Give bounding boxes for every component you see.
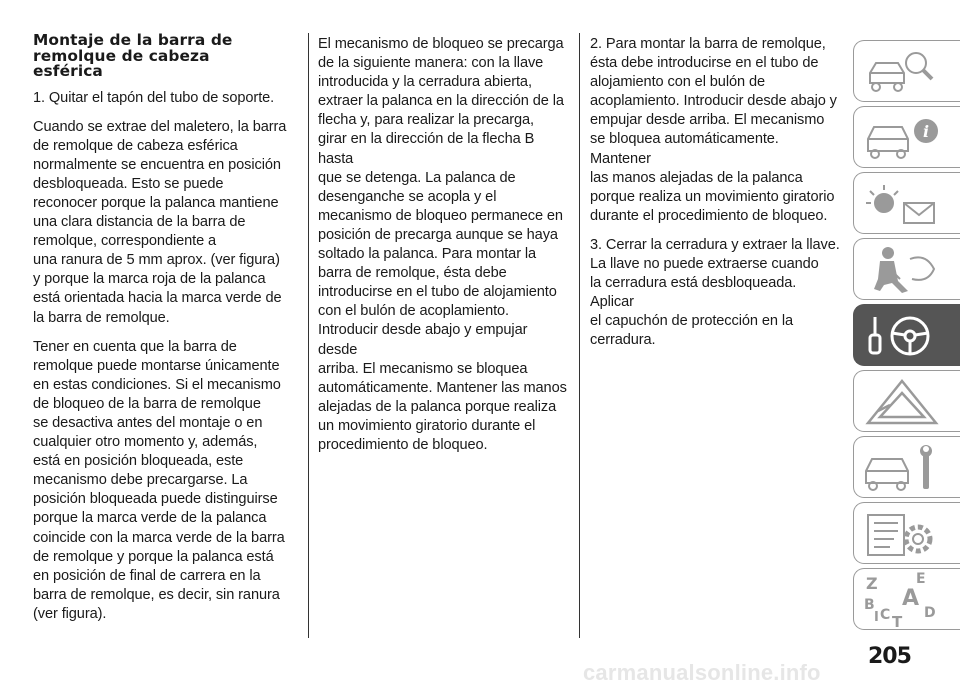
svg-text:i: i <box>922 122 930 141</box>
paragraph: Tener en cuenta que la barra de remolque puede montarse únicamente en estas condiciones. Si el mecanismo de bloqueo de la barra de remolque se desactiva antes del montaje o en cualquier otro momento y, además, está en posición bloqueada, este mecanismo debe precargarse. La posición bloqueada puede distinguirse porque la marca verde de la palanca coincide con la marca verde de la barra de remolque y porque la palanca está en posición de final de carrera en la barra de remolque, es decir, sin ranura (ver figura). <box>33 338 285 622</box>
alphabetical-index-icon <box>854 569 960 631</box>
seatbelt-airbag-icon <box>854 239 960 301</box>
tab-starting-driving[interactable] <box>853 304 960 366</box>
tab-seatbelt-airbag[interactable] <box>853 238 960 300</box>
index-letter: I <box>874 610 879 625</box>
specs-gear-icon <box>854 503 960 565</box>
car-wrench-icon <box>854 437 960 499</box>
paragraph: 3. Cerrar la cerradura y extraer la llave. La llave no puede extraerse cuando la cerradura está desbloqueada. Aplicar el capuchón de protección en la cerradura. <box>590 236 840 349</box>
index-letter: Z <box>866 574 878 593</box>
car-info-icon <box>854 107 960 169</box>
index-letter: B <box>864 597 875 613</box>
page-number: 205 <box>868 644 911 669</box>
column-divider <box>579 33 580 638</box>
tab-maintenance[interactable] <box>853 436 960 498</box>
section-heading: Montaje de la barra de remolque de cabeza esférica <box>33 31 233 80</box>
tab-technical-specs[interactable] <box>853 502 960 564</box>
paragraph: El mecanismo de bloqueo se precarga de la siguiente manera: con la llave introducida y la cerradura abierta, extraer la palanca en la dirección de la flecha y, para realizar la precarga, girar en la dirección de la flecha B hasta que se detenga. La palanca de desenganche se acopla y el mecanismo de bloqueo permanece en posición de precarga aunque se haya soltado la palanca. Para montar la barra de remolque, ésta debe introducirse en el tubo de alojamiento con el bulón de acoplamiento. Introducir desde abajo y empujar desde arriba. El mecanismo se bloquea automáticamente. Mantener las manos alejadas de la palanca porque realiza un movimiento giratorio durante el procedimiento de bloqueo. <box>318 36 567 453</box>
index-letter: T <box>892 613 903 631</box>
index-letter: C <box>880 607 891 623</box>
tab-index[interactable] <box>853 568 960 630</box>
tab-car-search[interactable] <box>853 40 960 102</box>
tab-warning-lights[interactable] <box>853 172 960 234</box>
car-search-icon <box>854 41 960 103</box>
paragraph: 2. Para montar la barra de remolque, ésta debe introducirse en el tubo de alojamiento con el bulón de acoplamiento. Introducir desde abajo y empujar desde arriba. El mecanismo se bloquea automáticamente. Mantener las manos alejadas de la palanca porque realiza un movimiento giratorio durante el procedimiento de bloqueo. <box>590 36 837 224</box>
index-letter: E <box>916 571 926 587</box>
text-column-2 <box>318 35 570 465</box>
text-column-1 <box>33 33 295 634</box>
warning-lights-message-icon <box>854 173 960 235</box>
text-column-3 <box>590 35 842 361</box>
paragraph: 1. Quitar el tapón del tubo de soporte. <box>33 89 275 106</box>
column-divider <box>308 33 309 638</box>
tab-emergency[interactable] <box>853 370 960 432</box>
index-letter: D <box>924 605 936 621</box>
paragraph: Cuando se extrae del maletero, la barra de remolque de cabeza esférica normalmente se encuentra en posición desbloqueada. Esto se puede reconocer porque la palanca mantiene una clara distancia de la barra de remolque, correspondiente a una ranura de 5 mm aprox. (ver figura) y porque la marca roja de la palanca está orientada hacia la marca verde de la barra de remolque. <box>33 118 287 326</box>
watermark: carmanualsonline.info <box>583 660 821 685</box>
tab-car-info[interactable] <box>853 106 960 168</box>
key-steering-wheel-icon <box>854 305 960 367</box>
warning-triangle-icon <box>854 371 960 433</box>
index-letter: A <box>902 586 920 611</box>
